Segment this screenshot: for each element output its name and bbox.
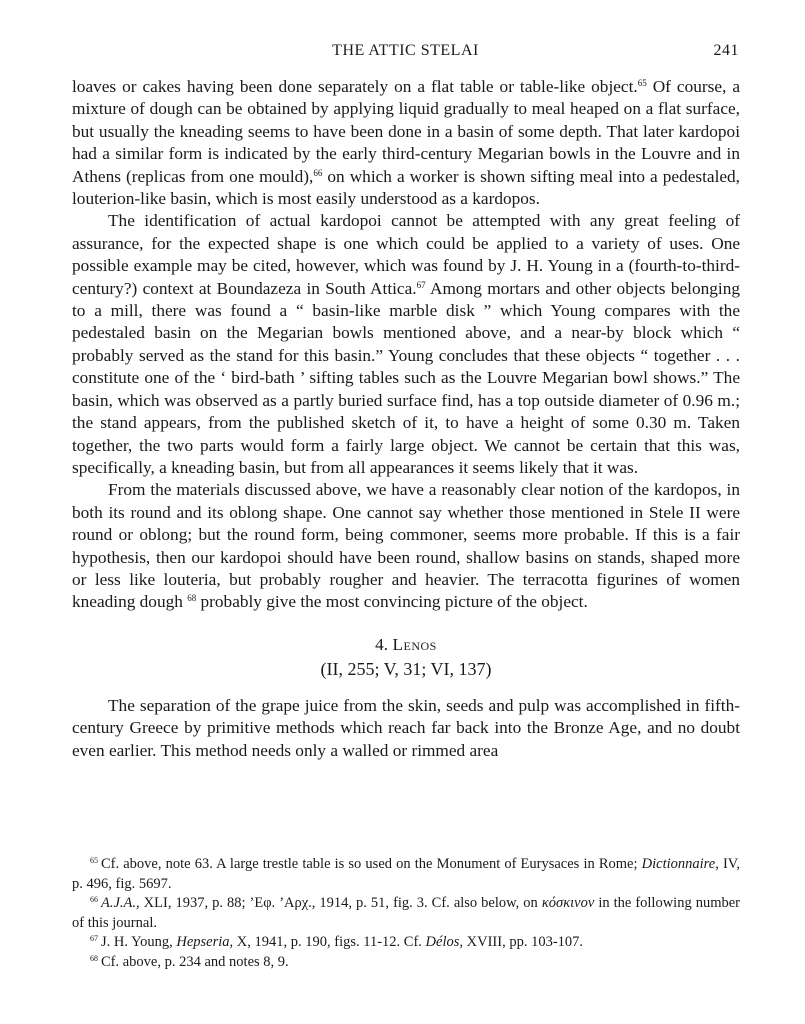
footnote-reference[interactable]: 66 — [313, 167, 323, 178]
paragraph — [72, 76, 740, 210]
footnote-reference[interactable]: 65 — [637, 78, 647, 88]
text-run: Cf. above, p. 234 and notes 8, 9. — [101, 953, 289, 970]
footnote-67 — [72, 933, 740, 953]
section-references: (II, 255; V, 31; VI, 137) — [320, 658, 492, 679]
running-header — [72, 42, 739, 64]
text-run: on which a worker is shown sifting meal into a pedestaled, louterion-like basin, which is most easily understood as a kardopos. — [72, 166, 741, 209]
footnote-number: 66 — [90, 895, 98, 905]
text-run: Among mortars and other objects belonging to a mill, there was found a “ basin-like marble disk ” which Young compares with the pedestaled basin on the Megarian bowls mentioned above, and a near-by block which “ probably served as the stand for this basin.” Young concludes that these objects “ together . . . constitute one of the ‘ bird-bath ’ sifting tables such as the Louvre Megarian bowl shows.” The basin, which was observed as a partly buried surface find, has a top outside diameter of 0.96 m.; the stand appears, from the published sketch of it, to have a height of some 0.30 m. Taken together, the two parts would form a fairly large object. We cannot be certain that this was, specifically, a kneading basin, but from all appearances it seems likely that it was. — [72, 278, 740, 477]
text-run: probably give the most convincing picture of the object. — [196, 592, 588, 612]
text-run: The identification of actual kardopoi cannot be attempted with any great feeling of assurance, for the expected shape is one which could be applied to a variety of uses. One possible example may be cited, however, which was found by J. H. Young in a (fourth-to-third-century?) context at Boundazeza in South Attica. — [72, 211, 740, 298]
italic-text: Dictionnaire — [641, 856, 716, 872]
footnote-number: 65 — [90, 856, 98, 865]
paragraph — [72, 210, 740, 479]
section-title: Lenos — [392, 634, 437, 654]
italic-text: κόσκινον — [541, 895, 595, 912]
text-run: , XLI, 1937, p. 88; ’Eφ. ’Aρχ., 1914, p. 51, fig. 3. Cf. also below, on — [136, 895, 542, 912]
text-run: loaves or cakes having been done separately on a flat table or table-like object. — [72, 77, 638, 96]
text-run: , XVIII, pp. 103-107. — [459, 934, 584, 951]
text-run: in the following number of this journal. — [72, 895, 741, 931]
footnote-number: 68 — [90, 953, 98, 963]
footnote-reference[interactable]: 68 — [187, 593, 197, 604]
body-text — [72, 76, 740, 762]
italic-text: Hepseria — [176, 934, 230, 951]
footnote-65 — [72, 855, 740, 894]
section-heading — [72, 634, 740, 656]
text-run: The separation of the grape juice from the skin, seeds and pulp was accomplished in fifth-century Greece by primitive methods which reach far back into the Bronze Age, and no doubt even earlier. This method needs only a walled or rimmed area — [72, 695, 740, 760]
paragraphs-after-section — [72, 695, 740, 762]
italic-text: A.J.A. — [101, 895, 137, 912]
text-run: , X, 1941, p. 190, figs. 11-12. Cf. — [229, 934, 426, 951]
page-number: 241 — [713, 42, 739, 59]
running-title: THE ATTIC STELAI — [332, 42, 479, 59]
text-run: From the materials discussed above, we have a reasonably clear notion of the kardopos, in both its round and its oblong shape. One cannot say whether those mentioned in Stele II were round or oblong; but the round form, being commoner, seems more probable. If this is a fair hypothesis, then our kardopoi should have been round, shallow basins on stands, shaped more or less like louteria, but probably rougher and heavier. The terracotta figurines of women kneading dough — [72, 480, 740, 612]
text-run: Of course, a mixture of dough can be obtained by applying liquid gradually to meal heaped on a flat surface, but usually the kneading seems to have been done in a basin of some depth. That later kardopoi had a similar form is indicated by the early third-century Megarian bowls in the Louvre and in Athens (replicas from one mould), — [72, 77, 740, 186]
section-number: 4. — [375, 634, 389, 654]
footnote-reference[interactable]: 67 — [416, 279, 426, 290]
footnote-68 — [72, 953, 740, 973]
paragraph — [72, 695, 740, 762]
paragraphs-before-section — [72, 76, 740, 614]
italic-text: Délos — [425, 934, 460, 951]
footnote-66 — [72, 894, 740, 933]
text-run: J. H. Young, — [101, 934, 177, 951]
footnote-number: 67 — [90, 934, 98, 944]
text-run: Cf. above, note 63. A large trestle table is so used on the Monument of Eurysaces in Rome; — [101, 856, 642, 872]
paragraph — [72, 479, 740, 613]
footnotes — [72, 855, 740, 973]
text-run: , IV, p. 496, fig. 5697. — [72, 856, 741, 892]
